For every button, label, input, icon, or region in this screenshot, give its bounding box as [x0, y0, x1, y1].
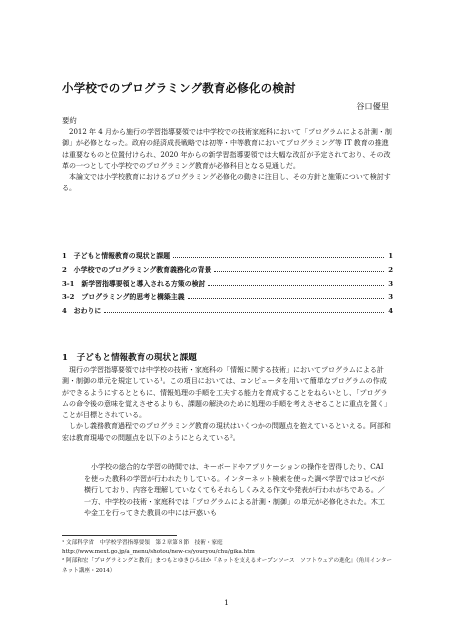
quote-paragraph: 小学校の総合的な学習の時間では、キーボードやアプリケーションの操作を習得したり、CAI を使った教科の学習が行われたりしている。インターネット検索を使った調べ学習ではコピペが横行しており、内容を理解していなくてもそれらしくみえる作文や発表が行われがちである。／一方、中学校の技術・家庭科では「プログラムによる計測・制御」の単元が必修化された。木工や金工を行ってきた教員の中には戸惑いも: [84, 463, 385, 517]
toc-entry[interactable]: [62, 264, 393, 278]
body-paragraph: 現行の学習指導要領では中学校の技術・家庭科の「情報に関する技術」においてプログラムによる計測・制御の単元を規定している¹。この項目においては、コンピュータを用いて簡単なプログラムの作成ができるようにするとともに、情報処理の手順を工夫する能力を育成することをねらいとし、「プログラムの命令後の意味を覚えさせるよりも、課題の解決のために処理の手順を考えさせることに重点を置く」ことが目標とされている。: [62, 366, 391, 420]
abstract-paragraph: 本論文では小学校教育におけるプログラミング必修化の動きに注目し、その方針と施策について検討する。: [62, 173, 391, 193]
toc-leader-dots: [173, 256, 384, 258]
toc-entry-label: 3-1 新学習指導要領と導入される方策の検討: [62, 279, 206, 288]
author-name: 谷口優里: [356, 101, 389, 111]
footnote-2: ² 阿部和宏「プログラミングと教育」まつもとゆきひろほか『ネットを支えるオープンソース ソフトウェアの進化』（角川インターネット講座・2014）: [62, 558, 393, 574]
body-paragraph: しかし義務教育過程でのプログラミング教育の現状はいくつかの問題点を抱えているといえる。阿部和宏は教育現場での問題点を以下のようにとらえている²。: [62, 422, 391, 442]
toc-entry-page: 4: [388, 307, 393, 316]
abstract-paragraph: 2012 年 4 月から施行の学習指導要領では中学校での技術家庭科において「プログラムによる計測・制御」が必修となった。政府の経済成長戦略では初等・中等教育においてプログラミング等 IT 教育の推進は重要なものと位置付けられ、2020 年からの新学習指導要領では大幅な改訂が予定されており、その改革の一つとして小学校でのプログラミング教育が必修科目となる見通しだ。: [62, 128, 392, 170]
footnote-1: ¹ 文部科学省 中学校学習指導要領 第２章第８節 技術・家庭: [62, 540, 223, 546]
toc-leader-dots: [208, 284, 384, 286]
toc-entry-page: 2: [388, 265, 393, 274]
footnote-divider: [62, 535, 177, 536]
toc-entry[interactable]: [62, 250, 393, 264]
toc-entry[interactable]: [62, 291, 393, 305]
toc-entry[interactable]: [62, 305, 393, 319]
abstract-body: [62, 127, 392, 195]
page-number: 1: [224, 598, 229, 607]
paper-title: 小学校でのプログラミング教育必修化の検討: [62, 81, 296, 95]
toc-leader-dots: [104, 311, 384, 313]
toc-entry[interactable]: [62, 278, 393, 292]
section-body: [62, 365, 393, 444]
toc-entry-label: 1 子どもと情報教育の現状と課題: [62, 252, 171, 260]
footnotes: [62, 539, 393, 576]
block-quote: [84, 462, 391, 520]
footnote-1-url[interactable]: http://www.mext.go.jp/a_menu/shotou/new-cs/youryou/chu/gika.htm: [62, 549, 255, 556]
toc-entry-page: 3: [388, 293, 393, 302]
section-heading: 1 子どもと情報教育の現状と課題: [62, 353, 197, 363]
toc-entry-page: 1: [388, 252, 393, 260]
toc-entry-page: 3: [388, 279, 393, 288]
toc-entry-label: 4 おわりに: [62, 307, 102, 316]
toc-entry-label: 3-2 プログラミング的思考と構築主義: [62, 293, 185, 302]
toc-leader-dots: [214, 270, 384, 272]
table-of-contents: [62, 250, 393, 319]
abstract-heading: 要約: [62, 116, 77, 125]
toc-entry-label: 2 小学校でのプログラミング教育義務化の背景: [62, 265, 212, 274]
toc-leader-dots: [188, 297, 385, 299]
